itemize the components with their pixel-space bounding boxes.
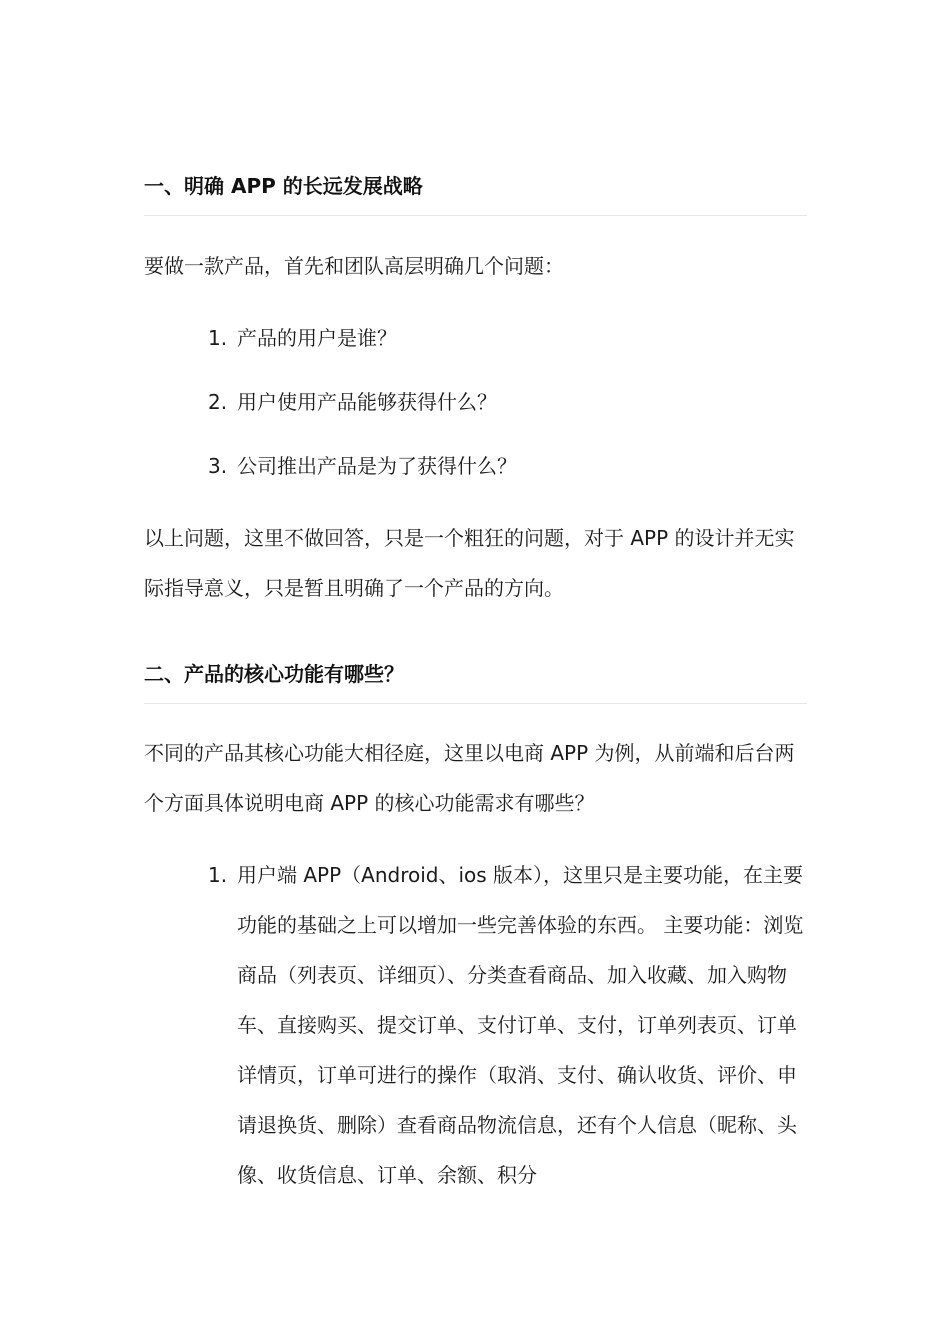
question-item-1 [208, 313, 808, 363]
section-2-intro: 不同的产品其核心功能大相径庭，这里以电商 APP 为例，从前端和后台两个方面具体说明电商 APP 的核心功能需求有哪些？ [144, 741, 795, 815]
section-1-conclusion: 以上问题，这里不做回答，只是一个粗狂的问题，对于 APP 的设计并无实际指导意义，只是暂且明确了一个产品的方向。 [144, 526, 795, 600]
section-2-heading: 二、产品的核心功能有哪些？ [144, 662, 404, 686]
section-1-divider [144, 215, 807, 216]
list-text: 用户端 APP（Android、ios 版本），这里只是主要功能，在主要功能的基础之上可以增加一些完善体验的东西。 主要功能：浏览商品（列表页、详细页）、分类查看商品、加入收藏、加入购物车、直接购买、提交订单、支付订单、支付，订单列表页、订单详情页，订单可进行的操作（取消、支付、确认收货、评价、申请退换货、删除）查看商品物流信息，还有个人信息（昵称、头像、收货信息、订单、余额、积分 [237, 863, 804, 1187]
list-number: 3. [208, 454, 228, 478]
list-number: 1. [208, 863, 228, 887]
section-1-heading: 一、明确 APP 的长远发展战略 [144, 174, 423, 198]
question-item-2 [208, 377, 808, 427]
list-number: 2. [208, 390, 228, 414]
list-text: 产品的用户是谁？ [237, 326, 397, 350]
feature-item-1 [208, 850, 808, 1200]
list-text: 用户使用产品能够获得什么？ [237, 390, 497, 414]
list-text: 公司推出产品是为了获得什么？ [237, 454, 517, 478]
section-2-divider [144, 703, 807, 704]
section-1-intro: 要做一款产品，首先和团队高层明确几个问题： [144, 254, 564, 278]
question-item-3 [208, 441, 808, 491]
list-number: 1. [208, 326, 228, 350]
